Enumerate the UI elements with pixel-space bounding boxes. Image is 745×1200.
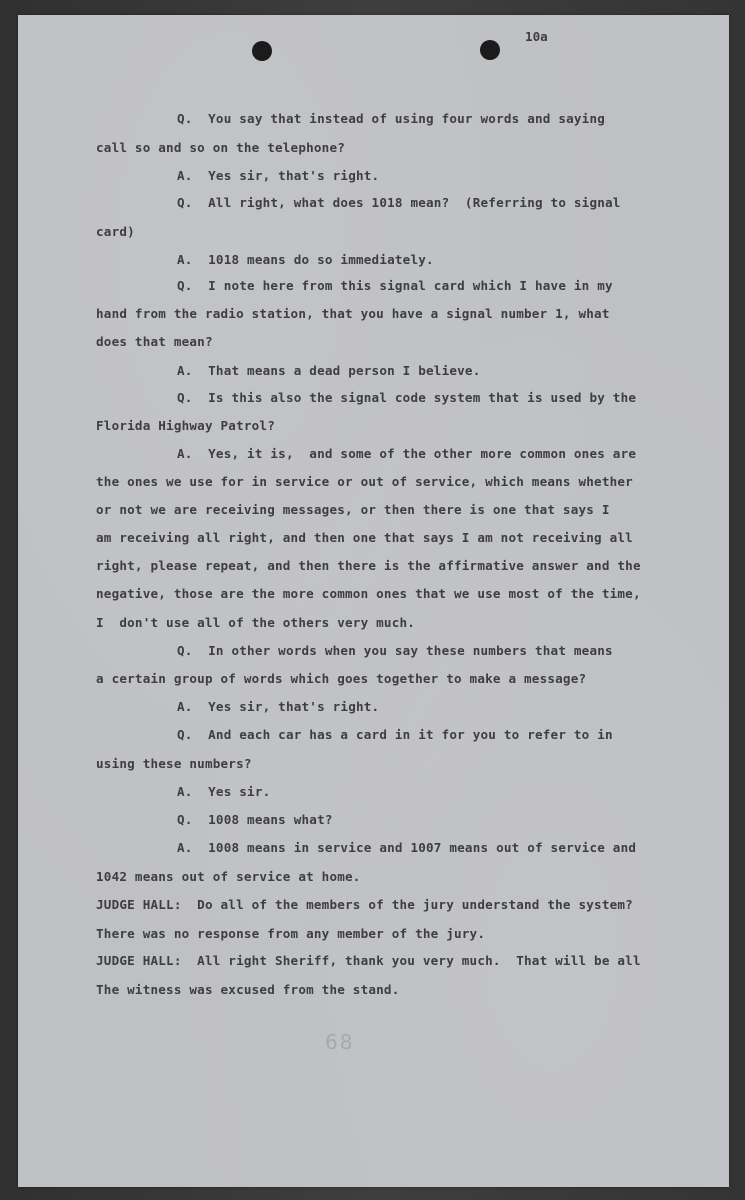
transcript-line-16: am receiving all right, and then one that says I am not receiving all [96, 530, 633, 545]
transcript-line-24: using these numbers? [96, 756, 252, 771]
page-number: 10a [525, 29, 548, 44]
transcript-line-2: call so and so on the telephone? [96, 140, 346, 155]
punch-hole-left [252, 41, 272, 61]
transcript-line-6: A. 1018 means do so immediately. [177, 252, 434, 267]
transcript-line-8: hand from the radio station, that you have a signal number 1, what [96, 306, 610, 321]
transcript-line-4: Q. All right, what does 1018 mean? (Referring to signal [177, 195, 621, 210]
transcript-line-29: JUDGE HALL: Do all of the members of the jury understand the system? [96, 897, 633, 912]
transcript-line-11: Q. Is this also the signal code system that is used by the [177, 390, 637, 405]
transcript-line-20: Q. In other words when you say these numbers that means [177, 643, 613, 658]
transcript-line-14: the ones we use for in service or out of service, which means whether [96, 474, 633, 489]
stamped-page-number: 68 [325, 1030, 355, 1054]
transcript-line-17: right, please repeat, and then there is the affirmative answer and the [96, 558, 641, 573]
transcript-line-10: A. That means a dead person I believe. [177, 363, 481, 378]
transcript-line-3: A. Yes sir, that's right. [177, 168, 380, 183]
punch-hole-right [480, 40, 500, 60]
transcript-line-18: negative, those are the more common ones that we use most of the time, [96, 586, 641, 601]
transcript-line-9: does that mean? [96, 334, 213, 349]
transcript-line-15: or not we are receiving messages, or then there is one that says I [96, 502, 610, 517]
transcript-line-27: A. 1008 means in service and 1007 means out of service and [177, 840, 637, 855]
transcript-line-21: a certain group of words which goes together to make a message? [96, 671, 587, 686]
transcript-line-32: The witness was excused from the stand. [96, 982, 400, 997]
transcript-line-31: JUDGE HALL: All right Sheriff, thank you very much. That will be all [96, 953, 641, 968]
transcript-line-19: I don't use all of the others very much. [96, 615, 416, 630]
transcript-line-13: A. Yes, it is, and some of the other more common ones are [177, 446, 637, 461]
transcript-line-5: card) [96, 224, 135, 239]
transcript-line-12: Florida Highway Patrol? [96, 418, 275, 433]
transcript-line-25: A. Yes sir. [177, 784, 271, 799]
transcript-line-30: There was no response from any member of the jury. [96, 926, 486, 941]
transcript-line-1: Q. You say that instead of using four words and saying [177, 111, 606, 126]
transcript-line-22: A. Yes sir, that's right. [177, 699, 380, 714]
transcript-line-23: Q. And each car has a card in it for you to refer to in [177, 727, 613, 742]
transcript-line-28: 1042 means out of service at home. [96, 869, 361, 884]
transcript-line-26: Q. 1008 means what? [177, 812, 333, 827]
transcript-line-7: Q. I note here from this signal card which I have in my [177, 278, 613, 293]
